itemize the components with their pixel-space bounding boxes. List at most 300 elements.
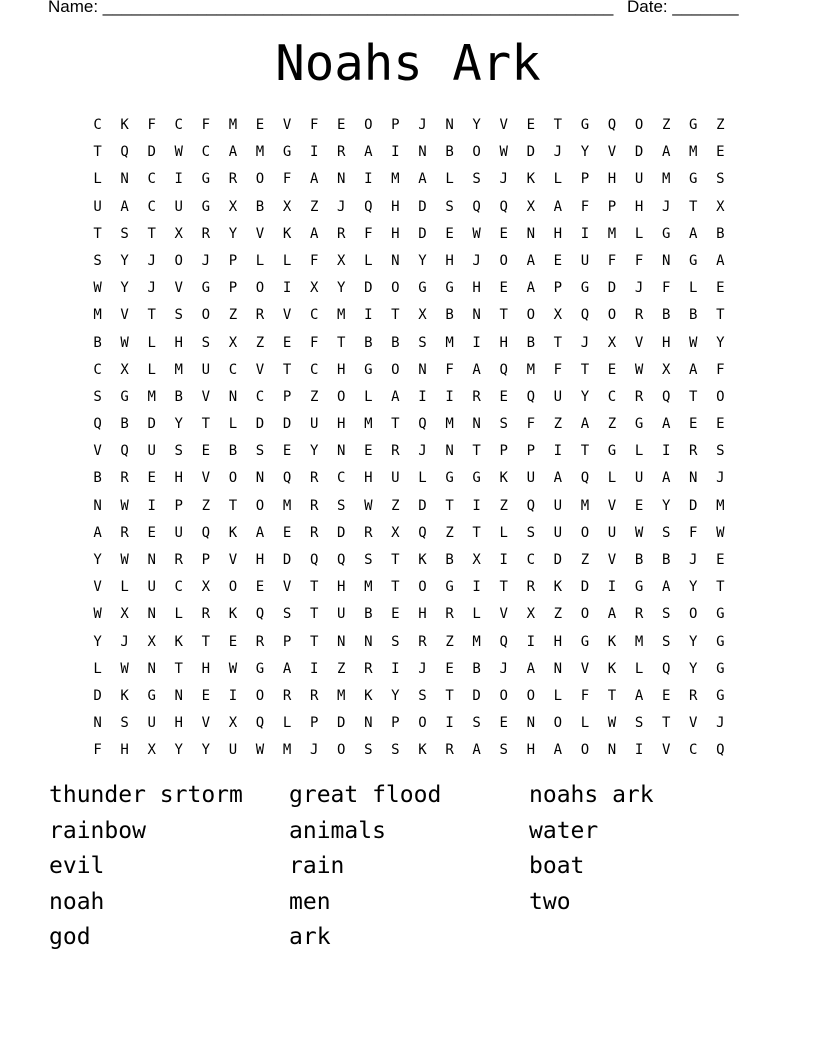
grid-letter: H [255,552,265,568]
grid-letter: T [553,334,563,351]
grid-letter: J [201,252,211,269]
grid-letter: D [418,198,427,215]
grid-letter: A [228,144,238,161]
grid-letter: A [391,388,400,405]
grid-letter: O [634,117,644,133]
grid-letter: Y [418,252,427,269]
grid-letter: X [228,715,238,732]
grid-letter: U [147,579,156,596]
grid-letter: N [472,307,481,324]
grid-letter: I [147,497,156,514]
grid-letter: E [282,334,292,351]
word-list-item: noahs ark [529,782,654,808]
grid-row [84,221,734,248]
grid-letter: Q [364,198,373,215]
word-list-item: animals [289,817,386,844]
grid-letter: G [201,198,211,215]
grid-row [84,574,734,601]
grid-letter: V [689,715,698,732]
grid-letter: M [661,171,671,188]
grid-letter: N [391,252,400,269]
grid-letter: T [689,198,698,215]
grid-letter: A [553,198,563,215]
name-field: Name: ______________________________________________________ [48,0,614,16]
grid-letter: N [689,470,698,487]
grid-letter: P [201,552,211,568]
grid-letter: N [607,742,617,759]
grid-letter: I [580,225,590,242]
grid-letter: H [174,470,183,487]
grid-letter: M [445,334,454,351]
grid-row [84,384,734,411]
grid-letter: S [120,225,129,242]
grid-letter: Y [580,144,590,161]
grid-letter: G [445,579,454,596]
grid-letter: X [526,198,535,215]
grid-letter: B [445,552,454,568]
grid-letter: O [337,742,346,759]
grid-letter: Q [120,443,129,460]
grid-letter: T [580,361,590,378]
grid-letter: V [174,280,183,297]
grid-letter: Z [580,552,590,568]
grid-letter: C [147,198,156,215]
grid-letter: I [391,144,400,161]
grid-letter: H [391,198,400,215]
grid-letter: I [364,307,373,324]
grid-row [84,493,734,520]
grid-letter: W [472,225,481,242]
grid-letter: C [689,742,698,759]
grid-letter: P [499,443,508,460]
grid-letter: U [174,198,183,215]
grid-row [84,656,734,683]
grid-letter: R [201,606,211,623]
grid-letter: A [689,225,698,242]
grid-letter: L [634,225,644,242]
grid-letter: X [337,252,346,269]
grid-letter: O [607,307,617,324]
grid-letter: R [255,633,265,650]
grid-letter: S [282,606,292,623]
grid-letter: T [174,660,183,677]
grid-letter: W [93,606,102,623]
grid-letter: W [607,715,617,732]
grid-letter: L [472,606,481,623]
grid-letter: V [201,715,211,732]
grid-letter: I [607,579,617,596]
grid-letter: L [689,280,698,297]
grid-letter: O [472,144,481,161]
grid-letter: M [445,416,454,433]
grid-letter: S [661,524,671,541]
grid-letter: Y [337,280,346,297]
grid-letter: Z [553,606,563,623]
grid-letter: I [445,388,454,405]
grid-letter: Y [716,334,725,351]
grid-letter: P [282,633,292,650]
grid-letter: H [174,334,183,351]
grid-letter: D [553,552,563,568]
grid-letter: Q [201,524,211,541]
grid-letter: X [147,633,156,650]
date-field: Date: _______ [627,0,739,16]
grid-letter: T [716,307,725,324]
grid-letter: S [391,633,400,650]
grid-letter: R [120,524,129,541]
grid-letter: K [120,117,129,133]
grid-letter: U [309,416,319,433]
grid-letter: C [201,144,211,161]
grid-letter: N [526,715,535,732]
grid-letter: U [201,361,211,378]
grid-letter: N [553,660,563,677]
grid-letter: T [472,443,481,460]
grid-letter: L [255,252,265,269]
grid-letter: N [147,660,156,677]
grid-letter: S [120,715,129,732]
grid-letter: Q [580,307,590,324]
grid-letter: H [445,252,454,269]
grid-letter: Y [580,388,590,405]
grid-letter: K [364,687,373,704]
grid-letter: O [499,687,508,704]
grid-letter: B [445,307,454,324]
grid-letter: T [201,416,211,433]
grid-letter: R [472,388,481,405]
grid-letter: O [391,361,400,378]
grid-letter: V [607,552,617,568]
grid-letter: X [526,606,535,623]
grid-letter: L [282,715,292,732]
grid-letter: I [174,171,183,188]
grid-letter: V [282,307,292,324]
grid-letter: G [364,361,373,378]
grid-letter: L [147,361,156,378]
grid-letter: O [418,715,427,732]
grid-letter: A [526,252,535,269]
grid-row [84,302,734,329]
grid-letter: T [499,307,508,324]
grid-letter: K [607,633,617,650]
grid-letter: X [309,280,319,297]
grid-letter: V [499,117,508,133]
grid-letter: T [391,552,400,568]
grid-letter: C [337,470,346,487]
grid-letter: J [716,715,725,732]
grid-row [84,166,734,193]
grid-letter: I [445,715,454,732]
grid-letter: T [391,579,400,596]
grid-letter: Y [661,497,671,514]
grid-letter: H [337,416,346,433]
grid-letter: I [309,144,319,161]
grid-letter: V [499,606,508,623]
grid-row [84,194,734,221]
grid-letter: X [120,606,129,623]
grid-letter: R [418,633,427,650]
grid-letter: O [580,742,590,759]
grid-letter: S [526,524,535,541]
grid-letter: W [499,144,508,161]
grid-letter: I [634,742,644,759]
grid-letter: R [445,606,454,623]
grid-letter: O [418,579,427,596]
grid-letter: L [499,524,508,541]
grid-letter: M [282,497,292,514]
grid-letter: R [526,579,535,596]
grid-letter: C [93,117,102,133]
grid-letter: P [607,198,617,215]
grid-letter: E [499,388,508,405]
grid-letter: C [93,361,102,378]
grid-letter: F [309,334,319,351]
grid-letter: J [147,280,156,297]
grid-letter: F [147,117,156,133]
grid-letter: Q [255,715,265,732]
grid-letter: D [418,497,427,514]
grid-letter: S [255,443,265,460]
grid-letter: A [661,416,671,433]
grid-row [84,737,734,764]
grid-letter: L [607,470,617,487]
grid-letter: C [309,361,319,378]
grid-letter: E [255,117,265,133]
grid-letter: F [445,361,454,378]
grid-letter: H [364,470,373,487]
grid-letter: D [634,144,644,161]
grid-letter: J [147,252,156,269]
grid-letter: X [282,198,292,215]
grid-letter: X [661,361,671,378]
grid-letter: Y [120,252,129,269]
grid-letter: R [282,687,292,704]
grid-letter: T [661,715,671,732]
word-list-item: rainbow [49,817,146,844]
grid-letter: J [418,443,427,460]
grid-letter: S [418,334,427,351]
grid-letter: P [309,715,319,732]
grid-letter: U [174,524,183,541]
grid-letter: L [364,252,373,269]
grid-letter: V [580,660,590,677]
grid-letter: D [147,144,156,161]
grid-letter: A [661,470,671,487]
word-list-item: noah [49,888,105,915]
grid-letter: M [607,225,617,242]
grid-row [84,438,734,465]
grid-letter: J [337,198,346,215]
grid-letter: O [228,579,238,596]
grid-letter: I [391,660,400,677]
grid-letter: I [228,687,238,704]
grid-letter: M [364,416,373,433]
grid-letter: J [472,252,481,269]
grid-letter: E [282,524,292,541]
grid-letter: J [418,660,427,677]
grid-letter: N [661,252,671,269]
grid-letter: T [553,117,563,133]
grid-letter: K [120,687,129,704]
grid-letter: W [716,524,725,541]
grid-letter: E [228,633,238,650]
grid-letter: H [553,225,563,242]
grid-letter: J [120,633,129,650]
grid-letter: O [174,252,183,269]
grid-letter: R [228,171,238,188]
grid-letter: M [255,144,265,161]
grid-letter: I [553,443,563,460]
grid-letter: M [364,579,373,596]
grid-letter: W [120,660,129,677]
grid-letter: B [364,606,373,623]
grid-letter: I [499,552,508,568]
grid-letter: N [228,388,238,405]
grid-letter: H [418,606,427,623]
grid-letter: O [580,606,590,623]
grid-letter: P [228,280,238,297]
grid-letter: W [120,497,129,514]
grid-letter: W [364,497,373,514]
grid-letter: Z [309,388,319,405]
grid-letter: S [499,416,508,433]
grid-letter: N [93,497,102,514]
grid-letter: A [716,252,725,269]
grid-letter: B [174,388,183,405]
grid-letter: A [607,606,617,623]
grid-letter: I [472,497,481,514]
grid-letter: W [120,334,129,351]
grid-letter: S [472,171,481,188]
grid-letter: E [445,225,454,242]
grid-letter: S [445,198,454,215]
grid-letter: Y [472,117,481,133]
grid-letter: W [255,742,265,759]
grid-letter: K [282,225,292,242]
word-list-item: great flood [289,782,442,808]
grid-letter: Y [201,742,211,759]
grid-letter: Z [337,660,346,677]
grid-letter: E [337,117,346,133]
grid-letter: M [228,117,238,133]
grid-letter: J [499,660,508,677]
grid-letter: X [201,579,211,596]
grid-letter: L [580,715,590,732]
grid-letter: O [255,687,265,704]
grid-letter: L [282,252,292,269]
grid-letter: B [364,334,373,351]
word-list-item: boat [529,853,585,880]
grid-letter: B [661,552,671,568]
grid-letter: E [391,606,400,623]
grid-letter: B [472,660,481,677]
grid-letter: D [337,524,346,541]
grid-letter: P [526,443,535,460]
grid-letter: Q [499,633,508,650]
word-list-item: thunder srtorm [49,782,243,808]
grid-letter: T [689,388,698,405]
grid-letter: V [282,117,292,133]
grid-letter: T [93,144,102,161]
grid-letter: Y [174,742,183,759]
grid-letter: A [580,416,590,433]
grid-letter: E [147,470,156,487]
grid-letter: A [255,524,265,541]
grid-letter: N [174,687,183,704]
grid-letter: Q [309,552,319,568]
grid-letter: G [607,443,617,460]
grid-letter: J [634,280,644,297]
grid-letter: M [526,361,535,378]
grid-letter: E [526,117,535,133]
grid-letter: T [499,579,508,596]
grid-letter: S [364,552,373,568]
grid-letter: A [472,361,481,378]
grid-letter: Q [418,416,427,433]
grid-row [84,275,734,302]
grid-row [84,330,734,357]
grid-letter: Q [580,470,590,487]
grid-letter: K [228,606,238,623]
grid-letter: Z [228,307,238,324]
grid-letter: Q [526,497,535,514]
grid-letter: S [661,633,671,650]
grid-letter: F [309,117,319,133]
grid-letter: X [228,198,238,215]
grid-letter: B [634,552,644,568]
grid-letter: L [93,660,102,677]
grid-letter: N [445,443,454,460]
grid-letter: A [526,280,535,297]
grid-letter: V [607,144,617,161]
grid-letter: I [526,633,535,650]
grid-letter: S [93,388,102,405]
grid-letter: G [634,416,644,433]
grid-row [84,465,734,492]
grid-row [84,520,734,547]
grid-letter: K [607,660,617,677]
grid-letter: V [634,334,644,351]
grid-letter: J [689,552,698,568]
grid-letter: G [716,633,725,650]
grid-letter: L [634,660,644,677]
grid-row [84,112,734,139]
grid-letter: G [689,252,698,269]
grid-letter: K [499,470,508,487]
grid-letter: B [526,334,535,351]
grid-letter: O [201,307,211,324]
grid-letter: M [147,388,156,405]
grid-letter: S [661,606,671,623]
grid-letter: G [580,280,590,297]
grid-letter: E [661,687,671,704]
grid-letter: A [689,361,698,378]
grid-letter: T [282,361,292,378]
grid-letter: A [661,144,671,161]
word-list-item: water [529,817,599,844]
grid-letter: Q [499,361,508,378]
grid-letter: R [201,225,211,242]
grid-letter: E [716,552,725,568]
grid-letter: D [147,416,156,433]
grid-letter: N [364,633,373,650]
grid-letter: T [201,633,211,650]
grid-letter: G [716,606,725,623]
grid-letter: A [120,198,129,215]
grid-letter: R [391,443,400,460]
grid-letter: O [553,715,563,732]
grid-letter: C [526,552,535,568]
